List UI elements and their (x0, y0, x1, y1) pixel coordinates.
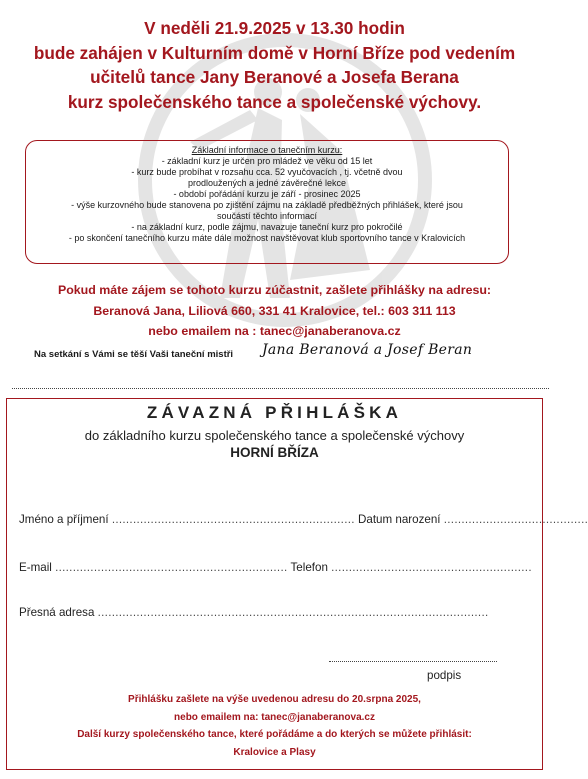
phone-field[interactable]: ......................................................... (331, 561, 532, 574)
contact-line: Beranová Jana, Liliová 660, 331 41 Kralovice, tel.: 603 311 113 (93, 303, 456, 318)
email-field[interactable]: .................................................................. (55, 561, 288, 574)
contact-line: Pokud máte zájem se tohoto kurzu zúčastnit, zašlete přihlášky na adresu: (57, 283, 492, 297)
handwritten-signature: Jana Beranová a Josef Beran (262, 342, 473, 358)
birth-label: Datum narození (358, 513, 441, 526)
headline-line: učitelů tance Jany Beranové a Josefa Berana (90, 67, 459, 87)
note-line: Přihlášku zašlete na výše uvedenou adresu do 20.srpna 2025, (128, 694, 421, 705)
greeting: Na setkání s Vámi se těší Vaši taneční mistři (34, 349, 234, 360)
email-label: E-mail (19, 561, 52, 574)
note-line: nebo emailem na: tanec@janaberanova.cz (174, 711, 375, 723)
note-line: Další kurzy společenského tance, které pořádáme a do kterých se můžete přihlásit: (77, 729, 472, 740)
registration-form (6, 398, 588, 770)
info-line: - výše kurzovného bude stanovena po zjištění zájmu na základě předběžných přihlášek, které jsou (71, 200, 463, 210)
address-row (19, 606, 488, 619)
phone-label: Telefon (290, 561, 328, 574)
form-place: HORNÍ BŘÍZA (230, 445, 319, 460)
form-notes (7, 691, 542, 761)
info-line: - po skončení tanečního kurzu máte dále možnost navštěvovat klub sportovního tance v Kralovicích (68, 233, 466, 243)
headline (0, 16, 549, 114)
headline-line: kurz společenského tance a společenské výchovy. (67, 91, 482, 112)
signature-label: podpis (427, 669, 462, 682)
form-title: ZÁVAZNÁ PŘIHLÁŠKA (146, 403, 403, 422)
info-line: - základní kurz je určen pro mládež ve věku od 15 let (161, 156, 373, 166)
info-box (25, 140, 509, 264)
address-label: Přesná adresa (19, 606, 95, 619)
name-field[interactable]: ..................................................................... (111, 513, 355, 526)
contact-block (0, 280, 549, 342)
email-row (19, 561, 532, 574)
info-line: prodloužených a jedné závěrečné lekce (187, 178, 347, 188)
info-line: součástí těchto informací (216, 211, 318, 221)
cut-line (12, 388, 549, 389)
headline-line: bude zahájen v Kulturním domě v Horní Bříze pod vedením (33, 42, 516, 63)
info-line: - na základní kurz, podle zájmu, navazuje taneční kurz pro pokročilé (131, 222, 403, 232)
info-line: - kurz bude probíhat v rozsahu cca. 52 vyučovacích , tj. včetně dvou (131, 167, 403, 177)
info-title: Základní informace o tanečním kurzu: (191, 145, 343, 155)
headline-line: V neděli 21.9.2025 v 13.30 hodin (144, 18, 405, 38)
note-line: Kralovice a Plasy (233, 746, 316, 758)
address-field[interactable]: ............................................................................................................... (97, 606, 489, 619)
birth-date-field[interactable]: ......................................... (443, 513, 588, 526)
info-line: - období pořádání kurzu je září - prosinec 2025 (173, 189, 361, 199)
contact-line: nebo emailem na : tanec@janaberanova.cz (148, 324, 401, 338)
signature-line[interactable] (329, 661, 497, 662)
name-row (19, 513, 588, 526)
form-subtitle: do základního kurzu společenského tance a společenské výchovy (84, 428, 465, 443)
name-label: Jméno a příjmení (19, 513, 109, 526)
